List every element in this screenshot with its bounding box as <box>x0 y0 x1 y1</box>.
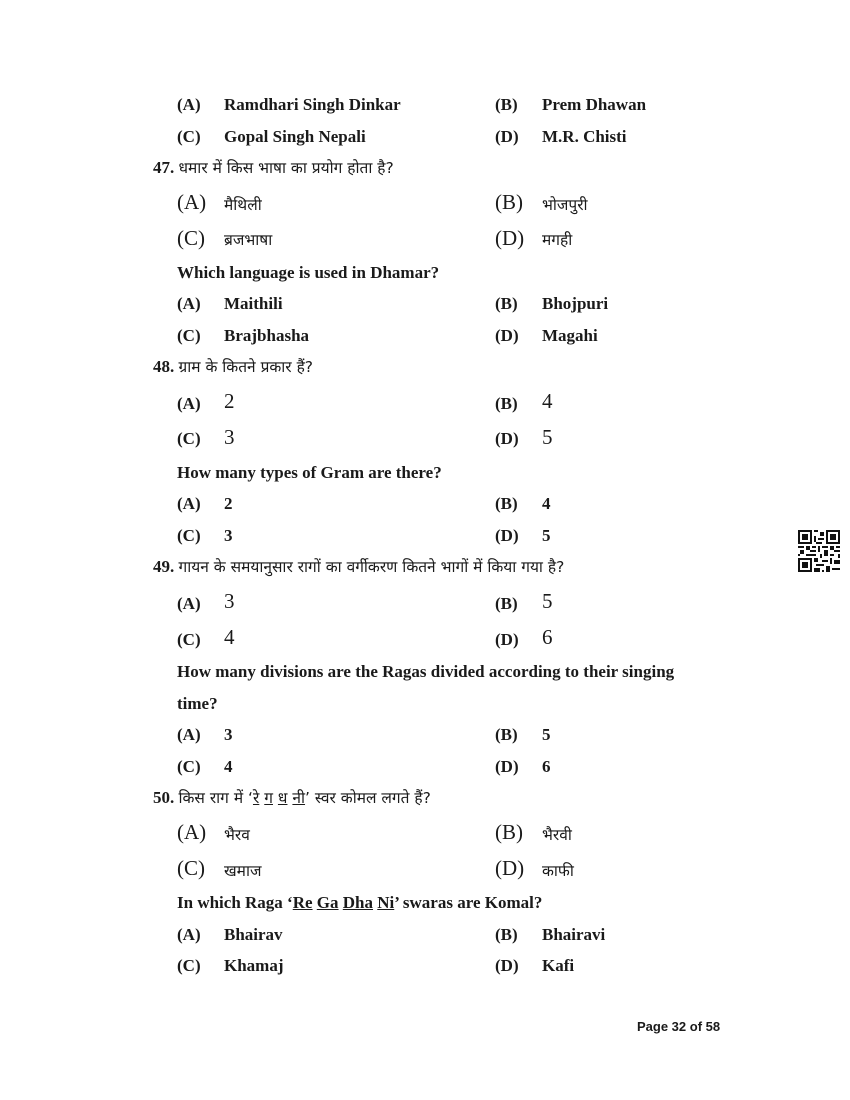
question-text-pre: In which Raga ‘ <box>177 893 293 912</box>
option-text: 3 <box>224 725 233 744</box>
option-label: (B) <box>495 294 518 313</box>
option-text: 4 <box>542 389 553 413</box>
option-label: (A) <box>177 494 201 513</box>
qr-code-icon <box>798 530 840 572</box>
question-text-post: ’ swaras are Komal? <box>394 893 543 912</box>
option-label: (B) <box>495 594 518 613</box>
page-number: Page 32 of 58 <box>637 1019 721 1034</box>
swara-note: Dha <box>342 893 374 912</box>
option-label: (D) <box>495 956 519 975</box>
option-label: (A) <box>177 190 207 214</box>
option-text: Gopal Singh Nepali <box>224 127 366 146</box>
option-text: खमाज <box>224 862 262 880</box>
option-text: Prem Dhawan <box>542 95 647 114</box>
option-label: (D) <box>495 630 519 649</box>
question-text-post: ’ स्वर कोमल लगते हैं? <box>305 789 431 807</box>
option-text: Magahi <box>542 326 598 345</box>
question-text-english: How many divisions are the Ragas divided according to their singing <box>177 662 675 681</box>
question-text-hindi <box>179 789 431 807</box>
option-label: (D) <box>495 326 519 345</box>
option-text: 5 <box>542 526 551 545</box>
option-label: (C) <box>177 429 201 448</box>
question-number: 48. <box>153 357 175 376</box>
option-label: (A) <box>177 925 201 944</box>
option-text: मैथिली <box>224 196 262 214</box>
option-label: (C) <box>177 956 201 975</box>
swara-note: ध <box>277 789 288 807</box>
swara-note: रे <box>252 789 260 807</box>
swara-note: Re <box>292 893 313 912</box>
option-label: (A) <box>177 394 201 413</box>
option-text: 6 <box>542 625 553 649</box>
option-text: 4 <box>224 625 235 649</box>
option-label: (A) <box>177 294 201 313</box>
option-label: (B) <box>495 190 523 214</box>
option-label: (C) <box>177 226 205 250</box>
option-label: (C) <box>177 326 201 345</box>
option-text: 6 <box>542 757 551 776</box>
option-text: Ramdhari Singh Dinkar <box>224 95 401 114</box>
option-text: Khamaj <box>224 956 284 975</box>
option-label: (D) <box>495 757 519 776</box>
option-label: (B) <box>495 725 518 744</box>
option-text: 3 <box>224 425 235 449</box>
option-label: (C) <box>177 526 201 545</box>
option-text: 5 <box>542 725 551 744</box>
question-text-pre: किस राग में ‘ <box>178 789 253 807</box>
option-text: 2 <box>224 389 235 413</box>
option-text: Bhojpuri <box>542 294 609 313</box>
option-text: काफी <box>542 862 574 880</box>
option-label: (D) <box>495 127 519 146</box>
question-number: 47. <box>153 158 175 177</box>
option-text: भैरवी <box>542 826 572 844</box>
option-label: (C) <box>177 630 201 649</box>
option-text: भोजपुरी <box>542 196 588 214</box>
question-text-english: Which language is used in Dhamar? <box>177 263 440 282</box>
option-label: (A) <box>177 820 207 844</box>
option-label: (D) <box>495 226 525 250</box>
option-label: (A) <box>177 95 201 114</box>
question-number: 50. <box>153 788 175 807</box>
question-number: 49. <box>153 557 175 576</box>
option-label: (B) <box>495 394 518 413</box>
option-label: (B) <box>495 925 518 944</box>
option-label: (D) <box>495 856 525 880</box>
question-text-english <box>177 893 542 913</box>
option-text: 2 <box>224 494 233 513</box>
swara-note: नी <box>292 789 306 807</box>
question-text-hindi: धमार में किस भाषा का प्रयोग होता है? <box>178 159 394 177</box>
option-label: (B) <box>495 95 518 114</box>
option-label: (D) <box>495 526 519 545</box>
question-text-english-cont: time? <box>177 694 218 713</box>
option-label: (B) <box>495 820 523 844</box>
option-text: Brajbhasha <box>224 326 310 345</box>
question-text-hindi: गायन के समयानुसार रागों का वर्गीकरण कितने भागों में किया गया है? <box>178 558 565 576</box>
option-text: 4 <box>224 757 233 776</box>
option-text: भैरव <box>224 826 250 844</box>
option-text: 3 <box>224 589 235 613</box>
option-label: (C) <box>177 856 205 880</box>
question-47-hindi <box>153 158 394 178</box>
option-label: (A) <box>177 725 201 744</box>
option-text: Bhairav <box>224 925 283 944</box>
option-text: 4 <box>542 494 551 513</box>
option-label: (B) <box>495 494 518 513</box>
option-text: M.R. Chisti <box>542 127 627 146</box>
option-text: 3 <box>224 526 233 545</box>
question-50-hindi <box>153 788 431 808</box>
option-text: Bhairavi <box>542 925 606 944</box>
question-48-hindi <box>153 357 313 377</box>
option-text: 5 <box>542 589 553 613</box>
option-text: Kafi <box>542 956 575 975</box>
swara-note: Ni <box>377 893 395 912</box>
option-label: (C) <box>177 757 201 776</box>
question-text-english: How many types of Gram are there? <box>177 463 442 482</box>
option-text: ब्रजभाषा <box>224 231 273 249</box>
option-label: (D) <box>495 429 519 448</box>
option-text: 5 <box>542 425 553 449</box>
option-text: मगही <box>542 231 573 249</box>
option-label: (C) <box>177 127 201 146</box>
option-text: Maithili <box>224 294 283 313</box>
swara-note: ग <box>264 789 273 807</box>
question-49-hindi <box>153 557 564 577</box>
question-text-hindi: ग्राम के कितने प्रकार हैं? <box>178 358 314 376</box>
option-label: (A) <box>177 594 201 613</box>
swara-note: Ga <box>316 893 339 912</box>
